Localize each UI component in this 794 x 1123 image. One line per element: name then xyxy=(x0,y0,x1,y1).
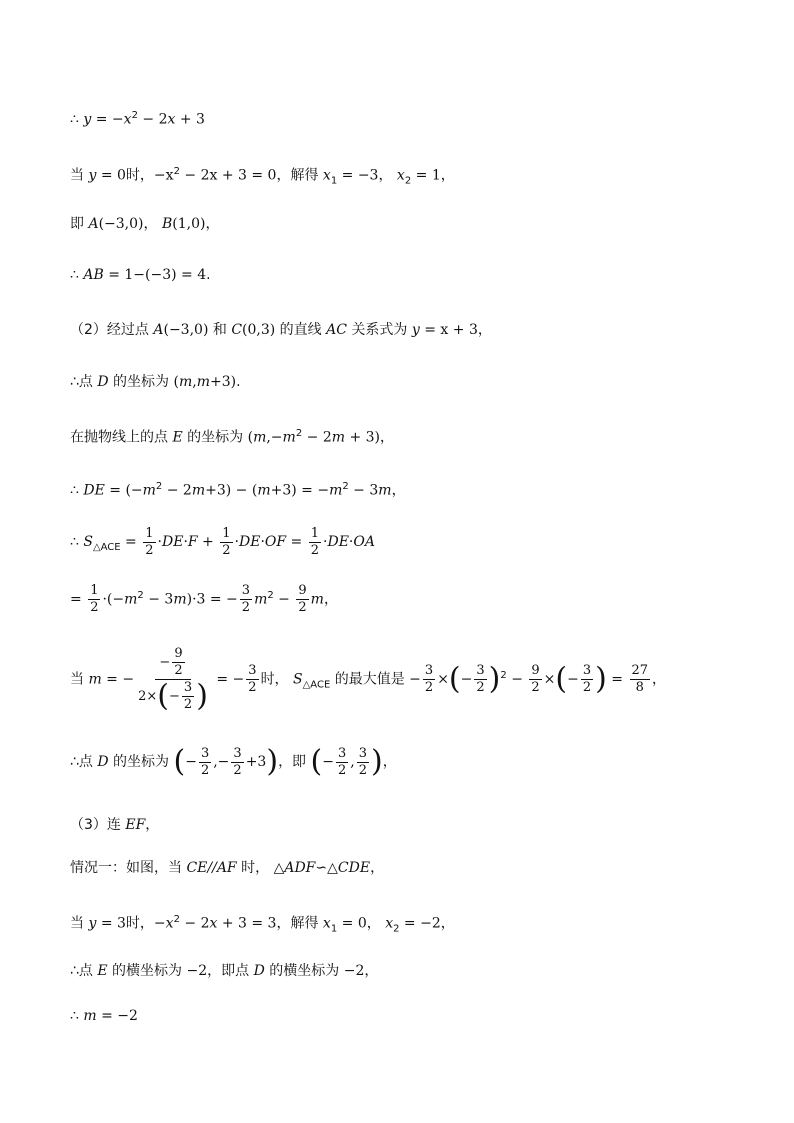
line-12: ∴点 D 的坐标为 (− $\frac{3}{2}$ ,− $\frac{3}{2}$ +3)，即 (− $\frac{3}{2}$ , $\frac{3}{2}$ )， xyxy=(70,744,397,779)
line-15: 当 y = 3时，$-x^2 - 2x + 3 = 3$，解得 $x_1 = 0$， $x_2 = -2$， xyxy=(70,914,455,935)
line-11: 当 m = − − $\frac{9}{2}$ 2×(− $\frac{3}{2}$ ) = − $\frac{3}{2}$ 时， $S_{\triangle ACE}$ 的最大值是 − $\frac{3}{2}$ ×(− $\frac{3}{2}$ )$^2$ − $\frac{9}{2}$ ×(− $\frac{3}{2}$ ) = $\frac{27}{8}$ ， xyxy=(70,646,667,714)
line-2: 当 y = 0时，$-x^2 - 2x + 3 = 0$，解得 $x_1 = -3$， $x_2 = 1$， xyxy=(70,166,455,187)
line-17: ∴ m = −2 xyxy=(70,1008,138,1024)
line-3: 即 A(−3,0)， B(1,0)， xyxy=(70,216,220,232)
line-16: ∴点 E 的横坐标为 −2，即点 D 的横坐标为 −2， xyxy=(70,963,379,979)
line-14: 情况一：如图，当 CE//AF 时， △ADF∽△CDE， xyxy=(70,860,385,876)
line-10: = $\frac{1}{2}$ $\cdot(-m^2 - 3m)\cdot 3$ = − $\frac{3}{2}$ $m^2$ − $\frac{9}{2}$ m， xyxy=(70,583,338,616)
line-7: 在抛物线上的点 E 的坐标为 $(m,-m^2 - 2m + 3)$， xyxy=(70,428,395,446)
line-13: （3）连 EF， xyxy=(70,817,160,833)
line-4: ∴ AB = 1−(−3) = 4. xyxy=(70,267,211,283)
line-5: （2）经过点 A(−3,0) 和 C(0,3) 的直线 AC 关系式为 y = x + 3， xyxy=(70,322,492,338)
line-6: ∴点 D 的坐标为 (m,m+3). xyxy=(70,374,241,390)
line-1: ∴ $y = -x^2 - 2x + 3$ xyxy=(70,110,205,128)
line-9: ∴ $S_{\triangle ACE}$ = $\frac{1}{2}$ ·DE·F + $\frac{1}{2}$ ·DE·OF = $\frac{1}{2}$ ·DE·OA xyxy=(70,525,375,558)
line-8: ∴ DE = $(-m^2 - 2m+3) - (m+3) = -m^2 - 3m$， xyxy=(70,481,406,499)
